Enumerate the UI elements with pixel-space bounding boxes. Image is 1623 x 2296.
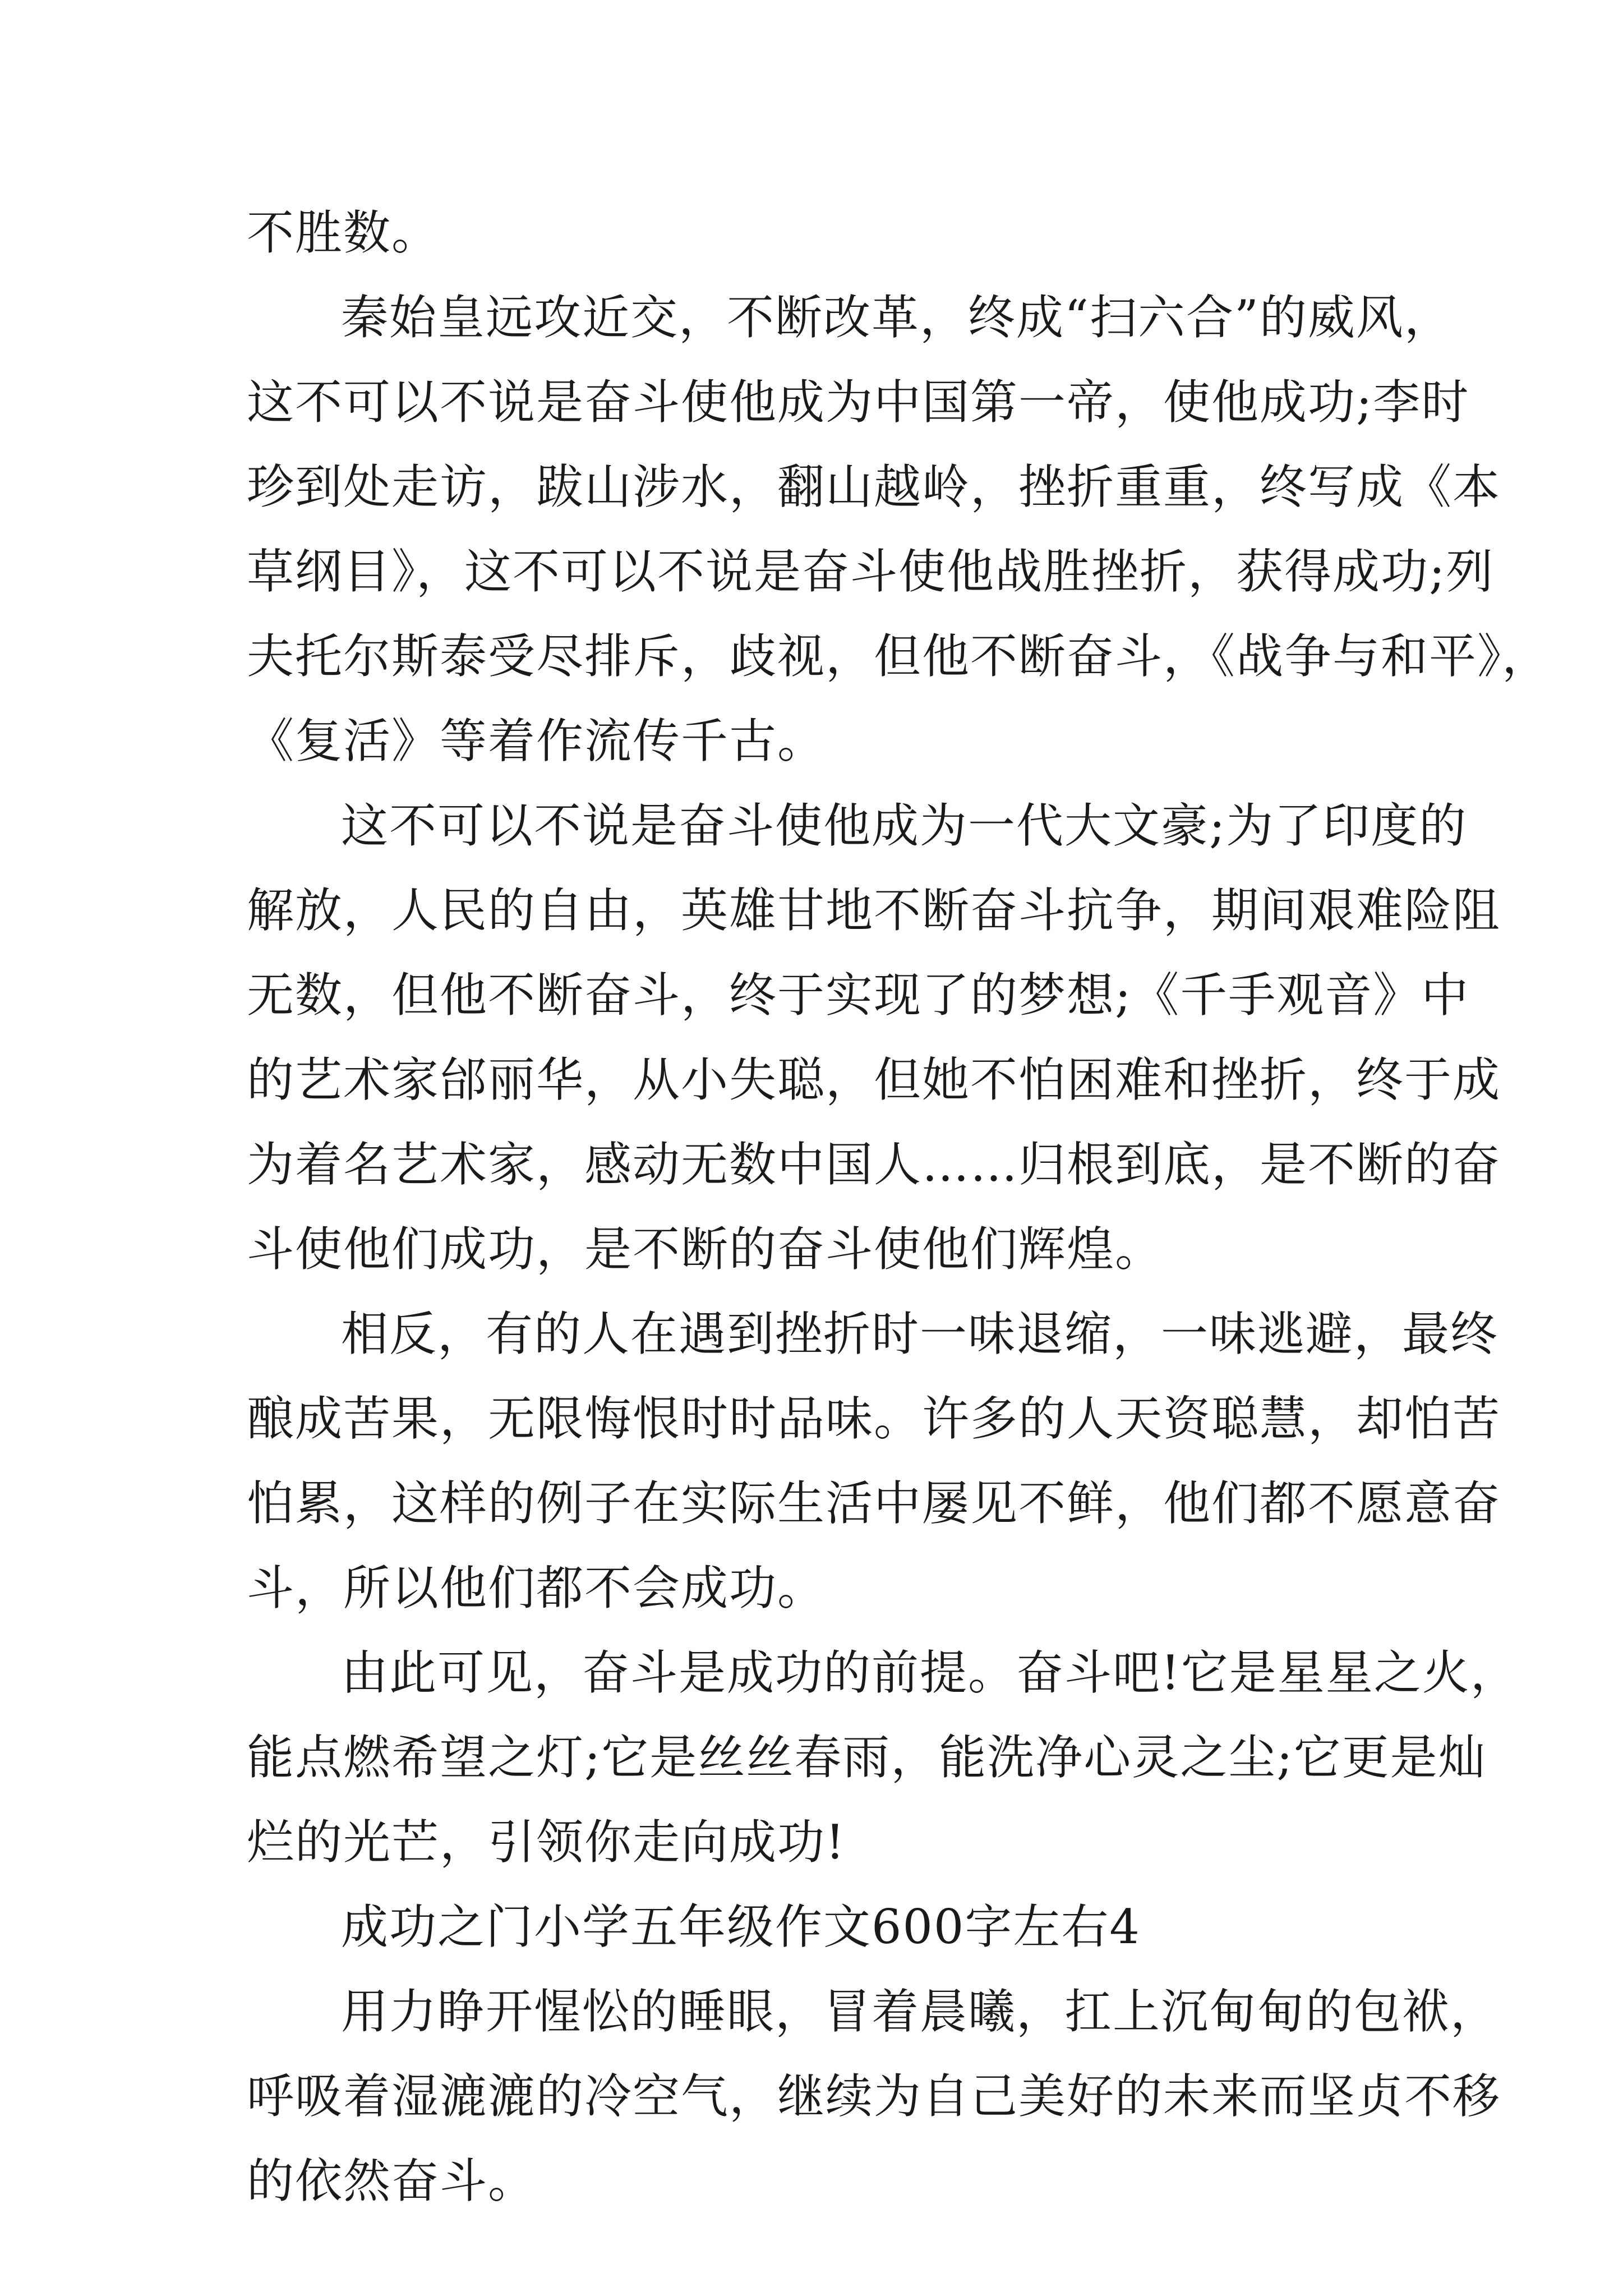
text-line: 草纲目》，这不可以不说是奋斗使他战胜挫折，获得成功;列: [247, 544, 1495, 599]
text-line: 怕累，这样的例子在实际生活中屡见不鲜，他们都不愿意奋: [247, 1476, 1501, 1531]
text-line: 烂的光芒，引领你走向成功!: [247, 1815, 846, 1870]
text-line: 这不可以不说是奋斗使他成为一代大文豪;为了印度的: [341, 798, 1468, 853]
paragraph-counterexample: [247, 1292, 1501, 1631]
section-title: 成功之门小学五年级作文600字左右4: [341, 1899, 1141, 1954]
text-line: 这不可以不说是奋斗使他成为中国第一帝，使他成功;李时: [247, 375, 1470, 430]
text-line: 的依然奋斗。: [247, 2154, 537, 2208]
text-line: 为着名艺术家，感动无数中国人……归根到底，是不断的奋: [247, 1137, 1501, 1192]
text-line: 不胜数。: [247, 205, 440, 260]
text-line: 相反，有的人在遇到挫折时一味退缩，一味逃避，最终: [341, 1306, 1499, 1361]
text-line: 能点燃希望之灯;它是丝丝春雨，能洗净心灵之尘;它更是灿: [247, 1730, 1487, 1785]
paragraph-opening: [247, 1970, 1501, 2224]
essay-heading: [247, 1885, 1391, 1970]
text-line: 无数，但他不断奋斗，终于实现了的梦想;《千手观音》中: [247, 968, 1470, 1023]
paragraph-continuation: [247, 191, 1391, 275]
text-line: 秦始皇远攻近交，不断改革，终成“扫六合”的威风，: [341, 290, 1453, 345]
text-line: 夫托尔斯泰受尽排斥，歧视，但他不断奋斗，《战争与和平》，: [247, 629, 1551, 684]
text-line: 解放，人民的自由，英雄甘地不断奋斗抗争，期间艰难险阻: [247, 883, 1501, 938]
text-line: 酿成苦果，无限悔恨时时品味。许多的人天资聪慧，却怕苦: [247, 1391, 1501, 1446]
text-line: 的艺术家邰丽华，从小失聪，但她不怕困难和挫折，终于成: [247, 1052, 1501, 1107]
text-line: 呼吸着湿漉漉的冷空气，继续为自己美好的未来而坚贞不移: [247, 2069, 1501, 2124]
text-line: 用力睁开惺忪的睡眼，冒着晨曦，扛上沉甸甸的包袱，: [341, 1984, 1499, 2039]
paragraph-great-writer: [247, 784, 1501, 1292]
paragraph-conclusion: [247, 1631, 1519, 1885]
text-line: 由此可见，奋斗是成功的前提。奋斗吧!它是星星之火，: [341, 1645, 1519, 1700]
text-line: 斗，所以他们都不会成功。: [247, 1561, 826, 1616]
text-line: 珍到处走访，跋山涉水，翻山越岭，挫折重重，终写成《本: [247, 459, 1501, 514]
text-line: 《复活》等着作流传千古。: [247, 714, 826, 769]
text-line: 斗使他们成功，是不断的奋斗使他们辉煌。: [247, 1222, 1164, 1277]
paragraph-qin-shihuang: [247, 275, 1551, 784]
document-body: [247, 191, 1551, 2224]
